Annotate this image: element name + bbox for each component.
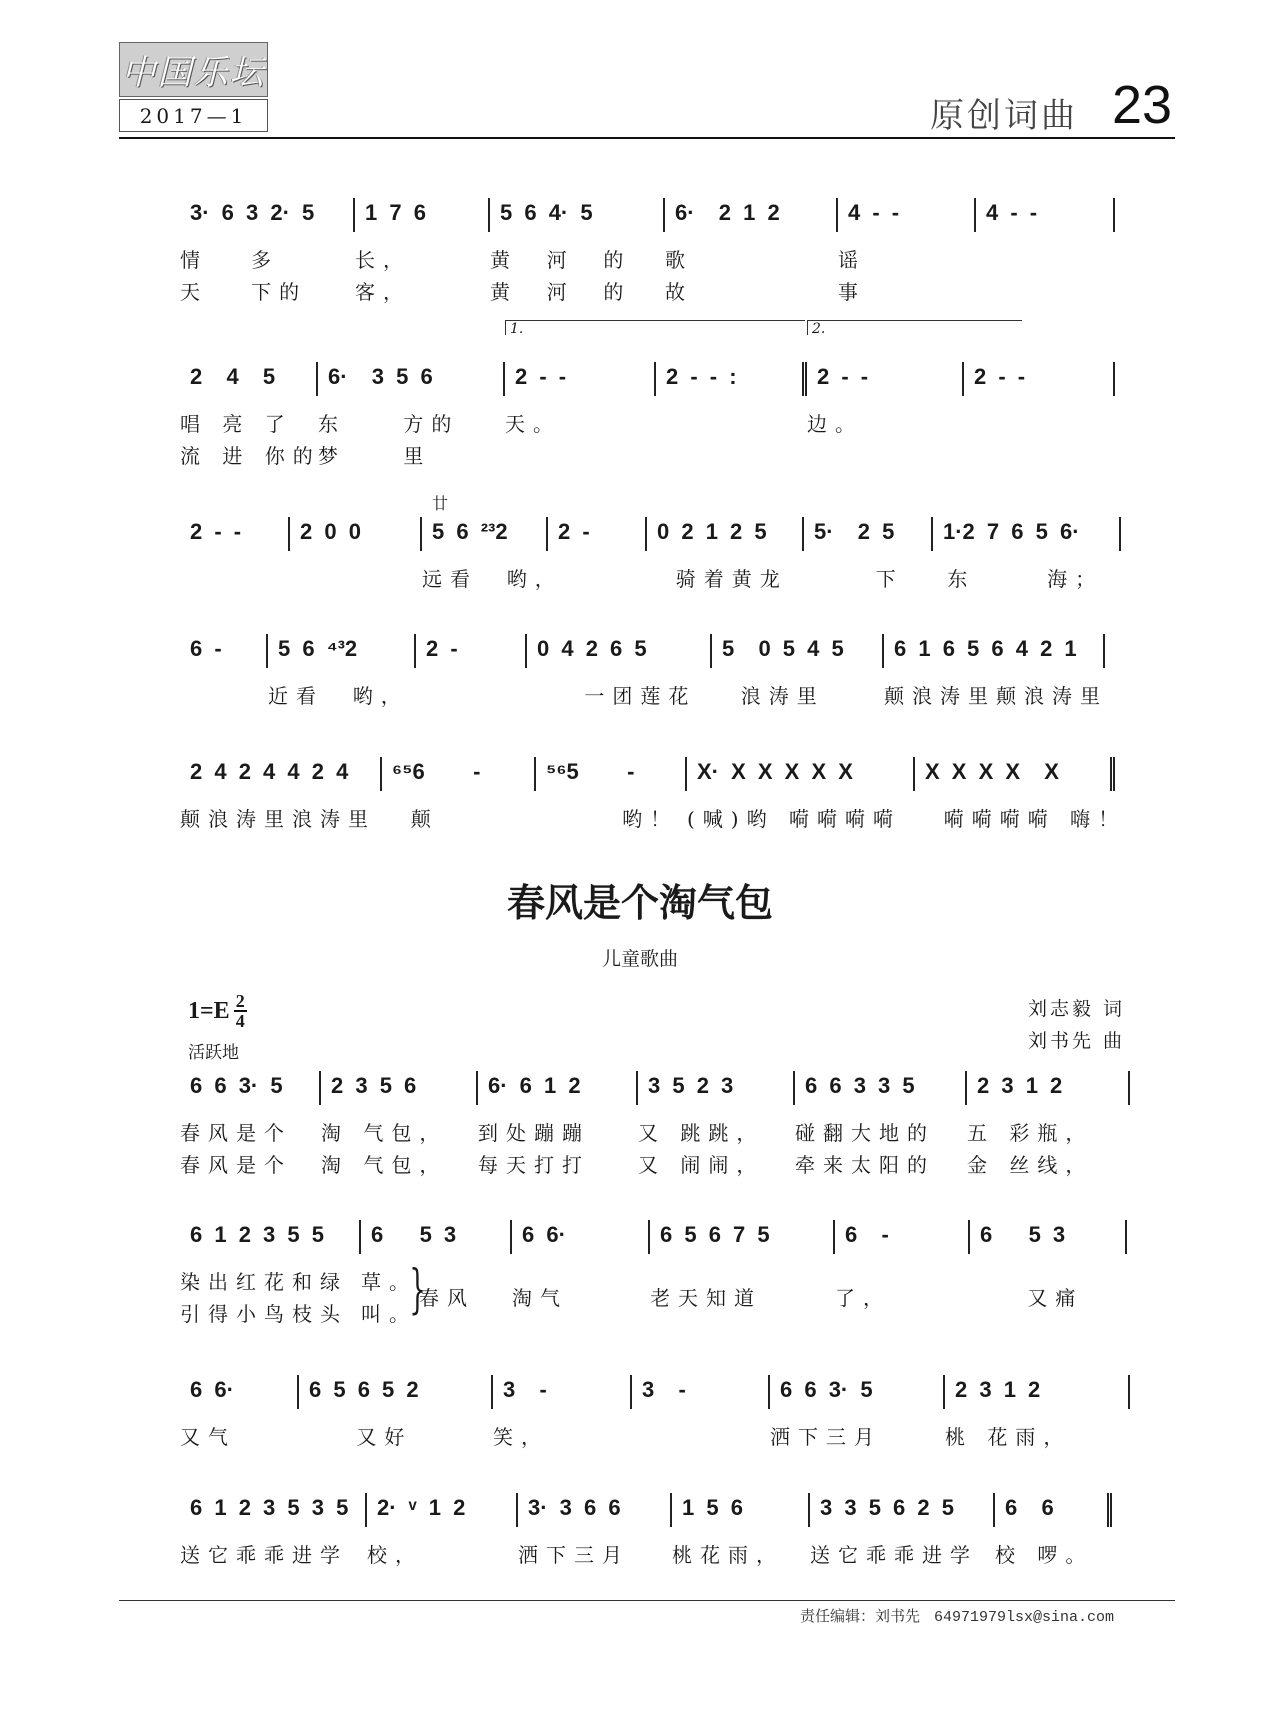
measure [299,1375,493,1449]
lyric-refrain: 又痛 [970,1286,1084,1310]
measure [321,1071,478,1177]
measure [548,517,647,551]
measure-notes: 1 7 6 [365,200,426,225]
measure [290,517,422,551]
lyric-line-2: 牵来太阳的 [795,1153,935,1177]
measure-notes: 2 - [558,519,590,544]
measure [970,1220,1127,1310]
score-system [180,634,1108,708]
score-system [180,1071,1130,1177]
lyric-refrain: 淘气 [512,1286,568,1310]
measure-notes: ⁵⁶5 - [546,759,635,784]
measure-notes: 0 4 2 6 5 [537,636,647,661]
measure [180,1071,321,1177]
lyric-brace: } [409,1260,426,1320]
measure [807,321,964,436]
time-top: 2 [235,991,245,1011]
measure [838,198,976,304]
measure [180,198,355,304]
measure-notes: 5 6 ²³2 [432,519,508,544]
score-system [180,198,1115,304]
measure-notes: 5 0 5 4 5 [722,636,844,661]
measure [180,634,268,668]
lyric-line-1: 一团莲花 [527,684,697,708]
measure-notes: 0 2 1 2 5 [657,519,767,544]
lyric-refrain: 春风 [419,1286,475,1310]
measure-notes: 6 1 6 5 6 4 2 1 [894,636,1077,661]
measure [804,517,933,591]
measure-notes: 6 6· [190,1377,234,1402]
lyric-line-1: 送它乖乖进学 [810,1543,978,1567]
tempo-marking: 活跃地 [188,1043,239,1063]
measure-notes: 2 - - [974,364,1026,389]
measure-notes: 2 4 5 [190,364,276,389]
measure-notes: 6· 2 1 2 [675,200,780,225]
measure [976,198,1115,232]
editor-email: 64971979lsx@sina.com [934,1609,1115,1626]
lyric-line-2: 淘 气包， [321,1153,448,1177]
score-system [180,494,1121,591]
lyric-line-1: 五 彩瓶， [967,1121,1094,1145]
lyric-line-2: 流 进 你的 [180,444,321,468]
measure-notes: 6 5 6 7 5 [660,1222,770,1247]
measure [518,1493,672,1567]
measure [650,1220,835,1310]
lyric-line-1: 桃花雨， [672,1543,784,1567]
lyric-line-2: 故 [665,280,693,304]
lyric-line-1: 天。 [505,412,561,436]
measure [490,198,665,304]
measure [638,1071,795,1177]
measure-notes: 2 4 2 4 4 2 4 [190,759,349,784]
volta-bracket-volta2: 2. [807,320,1022,335]
lyric-line-1: (喊)哟 嗬嗬嗬嗬 [687,807,901,831]
measure-notes: 2 3 1 2 [955,1377,1041,1402]
measure-notes: 2 - - : [666,364,737,389]
lyric-line-1: 桃 花雨， [945,1425,1072,1449]
lyric-line-1: 颠浪涛里颠浪涛里 [884,684,1108,708]
lyric-line-1: 碰翻大地的 [795,1121,935,1145]
measure [318,362,505,468]
issue-number: 2017—1 [119,99,268,132]
measure [505,321,656,436]
lyric-line-2: 叫。 [361,1302,417,1326]
score-system [180,1220,1127,1326]
measure-notes: 3 5 2 3 [648,1073,734,1098]
lyric-line-1: 淘 气包， [321,1121,448,1145]
lyric-line-1: 嗬嗬嗬嗬 嗨！ [915,807,1127,831]
measure-notes: 3 3 5 6 2 5 [820,1495,954,1520]
lyric-line-1: 又气 [180,1425,236,1449]
lyricist-credit: 刘志毅 词 [1027,998,1125,1020]
measure-notes: 6 - [845,1222,889,1247]
measure [422,494,563,591]
lyric-line-2: 黄 河 的 [490,280,632,304]
measure-notes: 6 6· [522,1222,566,1247]
magazine-logo: 中国乐坛 [119,42,268,97]
lyric-line-1: 又 跳跳， [638,1121,765,1145]
lyric-line-1: 校， [367,1543,423,1567]
lyric-refrain: 了， [835,1286,891,1310]
measure-notes: 5· 2 5 [814,519,895,544]
measure-notes: 3 - [642,1377,686,1402]
measure-notes: 2 - [426,636,458,661]
measure-notes: 3· 6 3 2· 5 [190,200,315,225]
measure-notes: 2· ᵛ 1 2 [377,1495,466,1520]
measure [180,362,321,468]
lyric-line-1: 颠浪涛里浪涛里 [180,807,376,831]
lyric-line-1: 谣 [838,248,866,272]
measure [810,1493,995,1567]
measure-notes: 6 6 3· 5 [780,1377,873,1402]
measure [355,198,490,304]
measure-notes: X· X X X X X [697,759,853,784]
lyric-line-1: 下 [804,567,904,591]
measure [478,1071,638,1177]
measure [361,1220,512,1326]
lyric-line-2: 客， [355,280,411,304]
lyric-line-1: 东 方的 [318,412,460,436]
lyric-line-1: 唱 亮 了 [180,412,293,436]
measure-notes: ⁶⁵6 - [392,759,481,784]
free-meter-mark: 廿 [432,494,449,513]
measure-notes: 6· 6 1 2 [488,1073,581,1098]
measure-notes: 6 1 2 3 5 3 5 [190,1495,349,1520]
lyric-line-1: 笑， [493,1425,549,1449]
measure-notes: 5 6 ⁴³2 [278,636,358,661]
key-signature [188,992,247,1030]
key-label: 1=E [188,997,230,1024]
measure-notes: 3 - [503,1377,547,1402]
lyric-line-1: 洒下三月 [518,1543,630,1567]
measure-notes: 6 5 6 5 2 [309,1377,419,1402]
measure-notes: 6 5 3 [371,1222,457,1247]
measure-notes: 4 - - [848,200,900,225]
lyric-line-1: 浪涛里 [712,684,825,708]
measure-notes: 2 3 1 2 [977,1073,1063,1098]
score-system [180,1493,1112,1567]
lyric-line-1: 草。 [361,1270,417,1294]
lyric-line-1: 又好 [299,1425,413,1449]
measure [180,1493,367,1567]
lyric-line-2: 金 丝线， [967,1153,1094,1177]
measure [493,1375,632,1449]
measure [180,517,290,551]
lyric-line-1: 洒下三月 [770,1425,882,1449]
lyric-line-1: 染出红花和绿 [180,1270,348,1294]
lyric-line-1: 情 多 [180,248,280,272]
lyric-line-2: 又 闹闹， [638,1153,765,1177]
lyric-line-1: 到处蹦蹦 [478,1121,590,1145]
measure-notes: 4 - - [986,200,1038,225]
score-system [180,1375,1130,1449]
measure [382,757,536,831]
measure [536,757,687,831]
lyric-line-2: 引得小鸟枝头 [180,1302,348,1326]
measure [933,517,1121,591]
lyric-line-1: 哟！ [536,807,679,831]
footer [800,1605,1114,1626]
volta-bracket-volta1: 1. [505,320,805,335]
measure-notes: 6 6 [1005,1495,1054,1520]
measure [180,757,382,831]
measure-notes: 2 - - [190,519,242,544]
measure [835,1220,970,1310]
measure-notes: 6 6 3· 5 [190,1073,283,1098]
measure [995,1493,1112,1567]
score-system [180,321,1115,468]
measure [884,634,1108,708]
lyric-line-1: 远看 哟， [422,567,563,591]
song-subtitle: 儿童歌曲 [601,948,678,970]
page-number: 23 [1112,75,1173,135]
lyric-line-2: 事 [838,280,866,304]
measure-notes: 6 - [190,636,222,661]
measure-notes: 6 1 2 3 5 5 [190,1222,324,1247]
measure-notes: 2 - - [515,364,567,389]
measure-notes: 5 6 4· 5 [500,200,593,225]
measure [416,634,527,668]
lyric-line-1: 骑着黄龙 [647,567,788,591]
lyric-line-2: 每天打打 [478,1153,590,1177]
measure [915,757,1127,831]
lyric-line-1: 近看 哟， [268,684,409,708]
lyric-line-1: 黄 河 的 [490,248,632,272]
lyric-line-1: 边。 [807,412,863,436]
lyric-refrain: 老天知道 [650,1286,762,1310]
lyric-line-1: 长， [355,248,411,272]
measure-notes: X X X X X [925,759,1059,784]
measure [945,1375,1130,1449]
measure [180,1220,361,1326]
lyric-line-1: 颠 [382,807,439,831]
measure [687,757,915,831]
composer-credit: 刘书先 曲 [1027,1030,1125,1052]
measure [647,517,804,591]
measure [180,1375,299,1449]
editor-credit: 责任编辑：刘书先 [800,1607,921,1625]
measure [367,1493,518,1567]
song-title: 春风是个淘气包 [506,880,773,925]
measure-notes: 1·2 7 6 5 6· [943,519,1080,544]
measure-notes: 6· 3 5 6 [328,364,433,389]
measure-notes: 2 0 0 [300,519,361,544]
measure [527,634,712,708]
measure [268,634,416,708]
measure [795,1071,967,1177]
measure-notes: 2 - - [817,364,869,389]
lyric-line-1: 歌 [665,248,693,272]
measure [656,362,807,396]
lyric-line-2: 春风是个 [180,1153,292,1177]
measure [632,1375,770,1409]
time-signature [234,992,247,1030]
measure [672,1493,810,1567]
measure [665,198,838,304]
measure [512,1220,650,1310]
footer-rule [119,1600,1175,1601]
lyric-line-1: 东 海； [933,567,1104,591]
lyric-line-2: 梦 里 [318,444,432,468]
measure [712,634,884,708]
measure-notes: 6 6 3 3 5 [805,1073,915,1098]
time-bottom: 4 [235,1011,245,1031]
measure [770,1375,945,1449]
measure [967,1071,1130,1177]
lyric-line-1: 春风是个 [180,1121,292,1145]
measure-notes: 1 5 6 [682,1495,743,1520]
section-title: 原创词曲 [930,96,1078,136]
lyric-line-1: 送它乖乖进学 [180,1543,348,1567]
measure-notes: 6 5 3 [980,1222,1066,1247]
lyric-line-2: 天 下的 [180,280,308,304]
lyric-line-1: 校 啰。 [995,1543,1094,1567]
measure [964,362,1115,396]
score-system [180,757,1127,831]
measure-notes: 3· 3 6 6 [528,1495,621,1520]
measure-notes: 2 3 5 6 [331,1073,417,1098]
header-rule [119,137,1175,139]
